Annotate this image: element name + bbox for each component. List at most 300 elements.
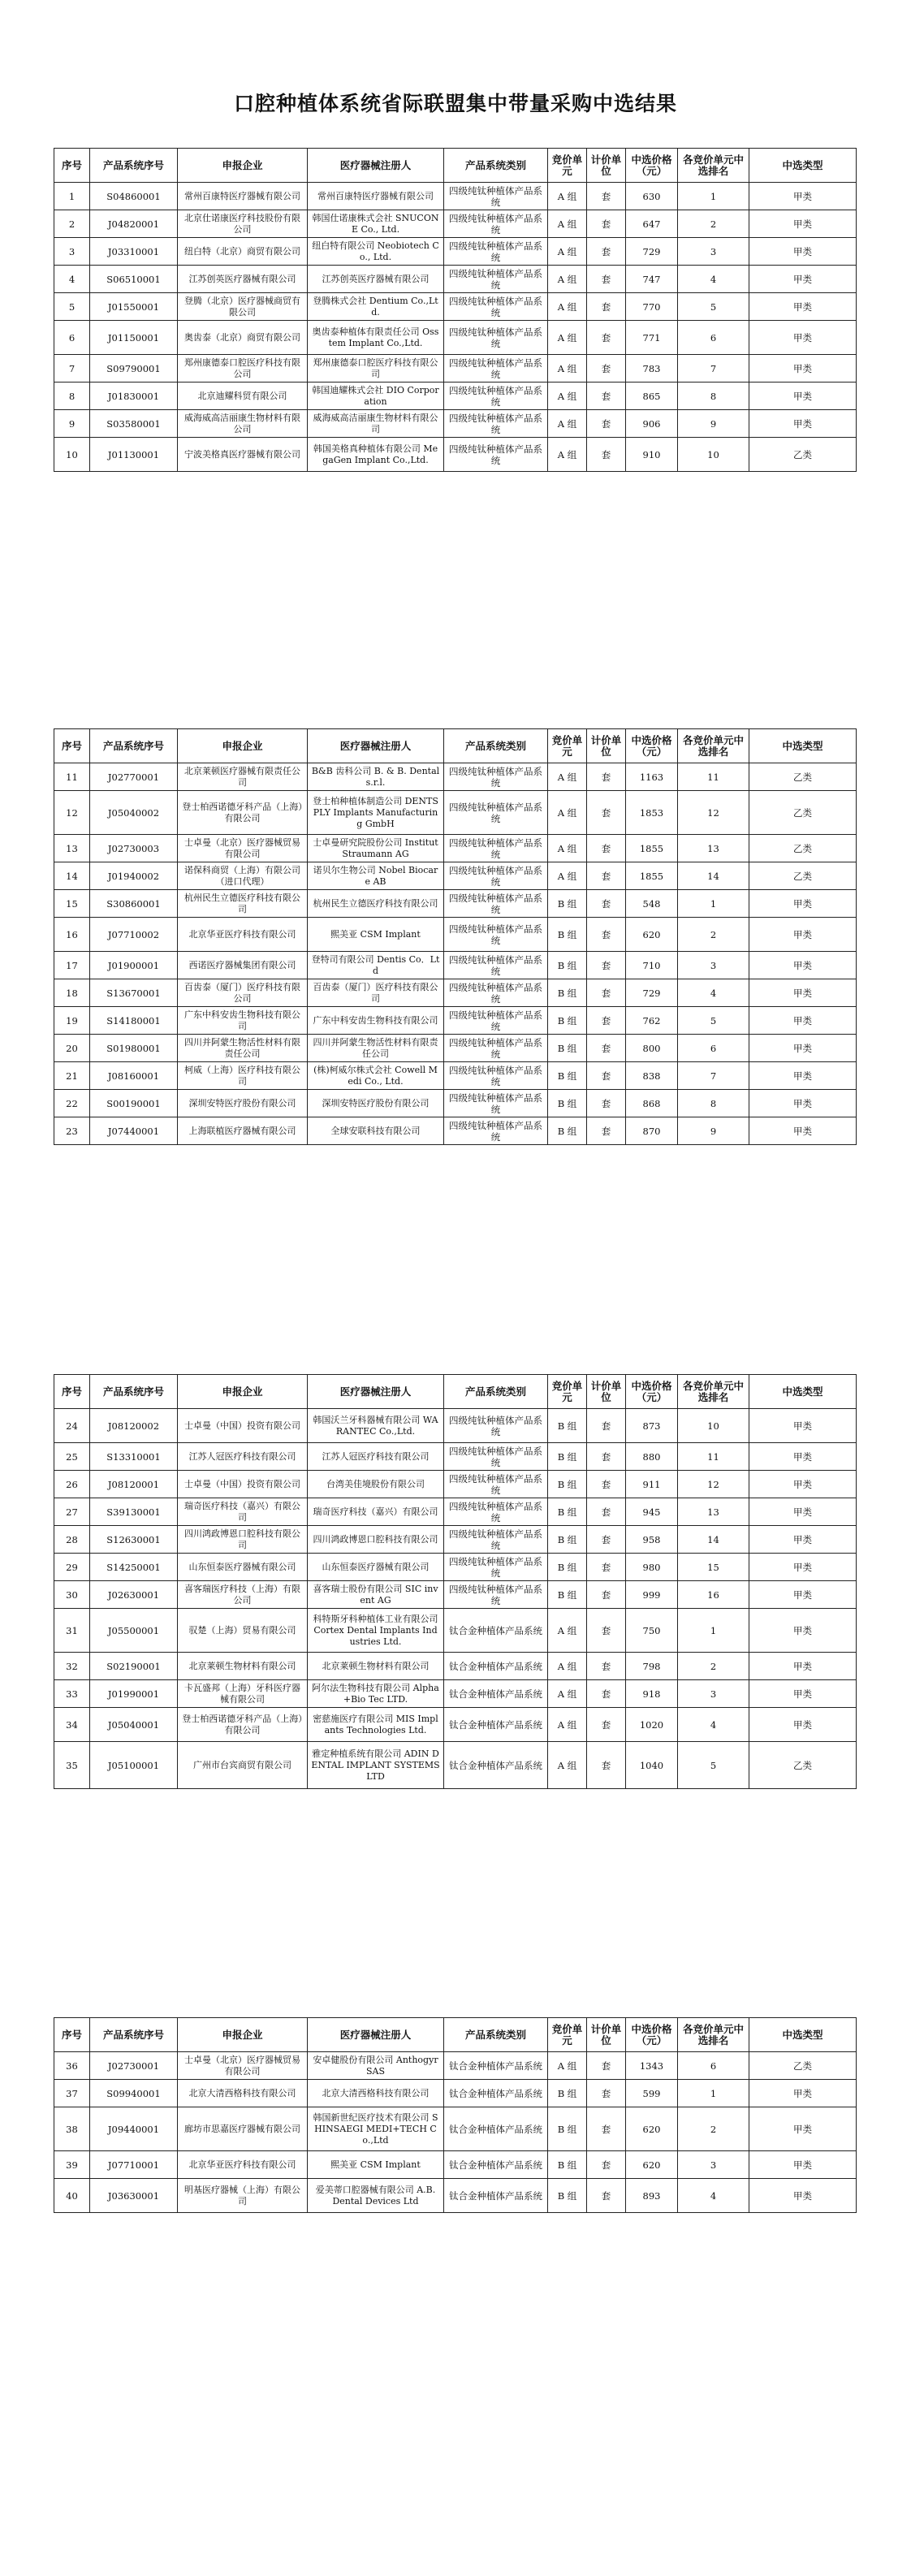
col-category: 四级纯钛种植体产品系统 <box>444 238 548 266</box>
col-pricing-unit: 套 <box>587 1742 626 1789</box>
col-price: 599 <box>626 2080 678 2107</box>
col-seq: 9 <box>54 410 90 438</box>
col-rank: 6 <box>678 1035 749 1062</box>
col-price: 980 <box>626 1554 678 1581</box>
col-registrant: B&B 齿科公司 B. & B. Dental s.r.l. <box>308 763 444 791</box>
col-price: 770 <box>626 293 678 321</box>
table-row <box>54 1007 857 1035</box>
col-rank: 16 <box>678 1581 749 1609</box>
col-pricing-unit: 套 <box>587 763 626 791</box>
col-pricing-unit: 套 <box>587 2080 626 2107</box>
col-seq: 5 <box>54 293 90 321</box>
col-registrant: 山东恒泰医疗器械有限公司 <box>308 1554 444 1581</box>
col-seq: 38 <box>54 2107 90 2151</box>
col-bid-unit: B 组 <box>548 1090 587 1117</box>
col-bid-unit: B 组 <box>548 1471 587 1498</box>
col-price: 750 <box>626 1609 678 1653</box>
col-category: 四级纯钛种植体产品系统 <box>444 266 548 293</box>
table-header-row <box>54 729 857 763</box>
col-bid-unit: B 组 <box>548 1007 587 1035</box>
col-type: 甲类 <box>749 2179 857 2213</box>
col-applicant: 纽白特（北京）商贸有限公司 <box>178 238 308 266</box>
col-type: 甲类 <box>749 1653 857 1680</box>
col-registrant: 瑞奇医疗科技（嘉兴）有限公司 <box>308 1498 444 1526</box>
col-registrant: 北京大清西格科技有限公司 <box>308 2080 444 2107</box>
col-product-code: S12630001 <box>90 1526 178 1554</box>
col-product-code: S14250001 <box>90 1554 178 1581</box>
header-col-price: 中选价格（元） <box>626 729 678 763</box>
col-pricing-unit: 套 <box>587 2179 626 2213</box>
col-product-code: J08160001 <box>90 1062 178 1090</box>
col-product-code: J01900001 <box>90 952 178 979</box>
col-pricing-unit: 套 <box>587 266 626 293</box>
col-rank: 5 <box>678 293 749 321</box>
col-rank: 9 <box>678 1117 749 1145</box>
table-row <box>54 2179 857 2213</box>
col-category: 四级纯钛种植体产品系统 <box>444 321 548 355</box>
header-col-seq: 序号 <box>54 1375 90 1409</box>
col-category: 四级纯钛种植体产品系统 <box>444 918 548 952</box>
col-price: 1853 <box>626 791 678 835</box>
col-pricing-unit: 套 <box>587 210 626 238</box>
col-bid-unit: A 组 <box>548 1742 587 1789</box>
col-type: 乙类 <box>749 2052 857 2080</box>
col-applicant: 喜客瑞医疗科技（上海）有限公司 <box>178 1581 308 1609</box>
col-rank: 13 <box>678 1498 749 1526</box>
header-col-applicant: 申报企业 <box>178 2018 308 2052</box>
col-registrant: 北京莱顿生物材料有限公司 <box>308 1653 444 1680</box>
col-applicant: 明基医疗器械（上海）有限公司 <box>178 2179 308 2213</box>
header-col-product-code: 产品系统序号 <box>90 729 178 763</box>
col-bid-unit: B 组 <box>548 1581 587 1609</box>
col-price: 918 <box>626 1680 678 1708</box>
col-pricing-unit: 套 <box>587 1443 626 1471</box>
col-pricing-unit: 套 <box>587 952 626 979</box>
header-col-rank: 各竞价单元中选排名 <box>678 149 749 183</box>
header-col-bid-unit: 竞价单元 <box>548 729 587 763</box>
col-registrant: 熙美亚 CSM Implant <box>308 918 444 952</box>
col-bid-unit: B 组 <box>548 2080 587 2107</box>
col-seq: 29 <box>54 1554 90 1581</box>
col-type: 甲类 <box>749 238 857 266</box>
table-row <box>54 1554 857 1581</box>
col-bid-unit: A 组 <box>548 210 587 238</box>
col-pricing-unit: 套 <box>587 1062 626 1090</box>
col-seq: 30 <box>54 1581 90 1609</box>
header-col-seq: 序号 <box>54 729 90 763</box>
col-rank: 2 <box>678 210 749 238</box>
col-price: 798 <box>626 1653 678 1680</box>
col-price: 838 <box>626 1062 678 1090</box>
col-pricing-unit: 套 <box>587 1007 626 1035</box>
col-price: 1855 <box>626 835 678 862</box>
col-applicant: 杭州民生立德医疗科技有限公司 <box>178 890 308 918</box>
col-registrant: 喜客瑞士股份有限公司 SIC invent AG <box>308 1581 444 1609</box>
col-pricing-unit: 套 <box>587 1526 626 1554</box>
col-bid-unit: A 组 <box>548 1680 587 1708</box>
header-col-seq: 序号 <box>54 149 90 183</box>
table-row <box>54 1742 857 1789</box>
table-row <box>54 1062 857 1090</box>
header-col-type: 中选类型 <box>749 2018 857 2052</box>
col-applicant: 驭楚（上海）贸易有限公司 <box>178 1609 308 1653</box>
col-bid-unit: B 组 <box>548 1498 587 1526</box>
col-seq: 26 <box>54 1471 90 1498</box>
header-col-category: 产品系统类别 <box>444 729 548 763</box>
col-registrant: 江苏人冠医疗科技有限公司 <box>308 1443 444 1471</box>
header-col-pricing-unit: 计价单位 <box>587 149 626 183</box>
col-category: 四级纯钛种植体产品系统 <box>444 1090 548 1117</box>
col-product-code: J03630001 <box>90 2179 178 2213</box>
col-type: 甲类 <box>749 2080 857 2107</box>
col-category: 四级纯钛种植体产品系统 <box>444 890 548 918</box>
col-product-code: J09440001 <box>90 2107 178 2151</box>
header-col-pricing-unit: 计价单位 <box>587 1375 626 1409</box>
col-pricing-unit: 套 <box>587 1680 626 1708</box>
col-product-code: J03310001 <box>90 238 178 266</box>
col-price: 906 <box>626 410 678 438</box>
col-bid-unit: A 组 <box>548 835 587 862</box>
table-row <box>54 1090 857 1117</box>
col-rank: 11 <box>678 763 749 791</box>
col-product-code: S02190001 <box>90 1653 178 1680</box>
col-applicant: 北京仕诺康医疗科技股份有限公司 <box>178 210 308 238</box>
col-price: 762 <box>626 1007 678 1035</box>
col-pricing-unit: 套 <box>587 183 626 210</box>
col-type: 乙类 <box>749 791 857 835</box>
col-category: 四级纯钛种植体产品系统 <box>444 1035 548 1062</box>
header-col-registrant: 医疗器械注册人 <box>308 2018 444 2052</box>
col-applicant: 登士柏西诺德牙科产品（上海）有限公司 <box>178 1708 308 1742</box>
col-bid-unit: B 组 <box>548 2151 587 2179</box>
col-category: 四级纯钛种植体产品系统 <box>444 183 548 210</box>
col-bid-unit: B 组 <box>548 979 587 1007</box>
col-pricing-unit: 套 <box>587 1035 626 1062</box>
header-col-product-code: 产品系统序号 <box>90 149 178 183</box>
col-type: 甲类 <box>749 1443 857 1471</box>
col-applicant: 北京大清西格科技有限公司 <box>178 2080 308 2107</box>
col-type: 甲类 <box>749 2107 857 2151</box>
col-seq: 15 <box>54 890 90 918</box>
col-seq: 22 <box>54 1090 90 1117</box>
col-category: 四级纯钛种植体产品系统 <box>444 1062 548 1090</box>
col-registrant: 郑州康德泰口腔医疗科技有限公司 <box>308 355 444 383</box>
col-type: 甲类 <box>749 1471 857 1498</box>
col-product-code: S09940001 <box>90 2080 178 2107</box>
header-col-type: 中选类型 <box>749 1375 857 1409</box>
col-price: 958 <box>626 1526 678 1554</box>
col-pricing-unit: 套 <box>587 1708 626 1742</box>
col-bid-unit: A 组 <box>548 763 587 791</box>
col-rank: 4 <box>678 1708 749 1742</box>
col-category: 四级纯钛种植体产品系统 <box>444 1117 548 1145</box>
col-bid-unit: B 组 <box>548 952 587 979</box>
col-product-code: J01150001 <box>90 321 178 355</box>
col-registrant: 科特斯牙科种植体工业有限公司 Cortex Dental Implants Industries Ltd. <box>308 1609 444 1653</box>
col-applicant: 山东恒泰医疗器械有限公司 <box>178 1554 308 1581</box>
col-rank: 15 <box>678 1554 749 1581</box>
table-row <box>54 238 857 266</box>
col-type: 甲类 <box>749 1498 857 1526</box>
col-registrant: 杭州民生立德医疗科技有限公司 <box>308 890 444 918</box>
col-pricing-unit: 套 <box>587 791 626 835</box>
col-seq: 11 <box>54 763 90 791</box>
col-rank: 10 <box>678 1409 749 1443</box>
col-seq: 37 <box>54 2080 90 2107</box>
col-category: 四级纯钛种植体产品系统 <box>444 1526 548 1554</box>
col-rank: 4 <box>678 266 749 293</box>
col-price: 729 <box>626 238 678 266</box>
col-category: 四级纯钛种植体产品系统 <box>444 383 548 410</box>
col-type: 乙类 <box>749 1742 857 1789</box>
col-type: 甲类 <box>749 1680 857 1708</box>
col-applicant: 威海威高洁丽康生物材料有限公司 <box>178 410 308 438</box>
col-price: 911 <box>626 1471 678 1498</box>
col-product-code: J04820001 <box>90 210 178 238</box>
col-product-code: J01990001 <box>90 1680 178 1708</box>
header-col-registrant: 医疗器械注册人 <box>308 149 444 183</box>
col-pricing-unit: 套 <box>587 238 626 266</box>
col-rank: 14 <box>678 862 749 890</box>
col-bid-unit: A 组 <box>548 293 587 321</box>
col-product-code: J02770001 <box>90 763 178 791</box>
col-applicant: 四川鸿政博恩口腔科技有限公司 <box>178 1526 308 1554</box>
col-applicant: 士卓曼（北京）医疗器械贸易有限公司 <box>178 2052 308 2080</box>
col-product-code: S39130001 <box>90 1498 178 1526</box>
col-registrant: 密慈施医疗有限公司 MIS Implants Technologies Ltd. <box>308 1708 444 1742</box>
header-col-rank: 各竞价单元中选排名 <box>678 2018 749 2052</box>
col-registrant: 阿尔法生物科技有限公司 Alpha+Bio Tec LTD. <box>308 1680 444 1708</box>
table-row <box>54 1708 857 1742</box>
col-product-code: S09790001 <box>90 355 178 383</box>
col-applicant: 江苏人冠医疗科技有限公司 <box>178 1443 308 1471</box>
col-price: 1020 <box>626 1708 678 1742</box>
col-bid-unit: A 组 <box>548 2052 587 2080</box>
table-row <box>54 1498 857 1526</box>
col-rank: 5 <box>678 1007 749 1035</box>
col-category: 四级纯钛种植体产品系统 <box>444 410 548 438</box>
col-category: 四级纯钛种植体产品系统 <box>444 1554 548 1581</box>
col-pricing-unit: 套 <box>587 383 626 410</box>
col-category: 四级纯钛种植体产品系统 <box>444 1443 548 1471</box>
col-bid-unit: B 组 <box>548 1526 587 1554</box>
col-seq: 23 <box>54 1117 90 1145</box>
col-seq: 24 <box>54 1409 90 1443</box>
table-row <box>54 1443 857 1471</box>
col-product-code: S13310001 <box>90 1443 178 1471</box>
col-product-code: J01940002 <box>90 862 178 890</box>
col-seq: 21 <box>54 1062 90 1090</box>
table-row <box>54 979 857 1007</box>
col-pricing-unit: 套 <box>587 410 626 438</box>
col-price: 870 <box>626 1117 678 1145</box>
col-bid-unit: B 组 <box>548 1409 587 1443</box>
col-type: 甲类 <box>749 1554 857 1581</box>
col-applicant: 廊坊市思嘉医疗器械有限公司 <box>178 2107 308 2151</box>
col-rank: 8 <box>678 383 749 410</box>
col-product-code: J02630001 <box>90 1581 178 1609</box>
col-registrant: 韩国仕诺康株式会社 SNUCONE Co., Ltd. <box>308 210 444 238</box>
col-category: 四级纯钛种植体产品系统 <box>444 952 548 979</box>
col-price: 1855 <box>626 862 678 890</box>
col-applicant: 百齿泰（厦门）医疗科技有限公司 <box>178 979 308 1007</box>
col-registrant: 韩国迪耀株式会社 DIO Corporation <box>308 383 444 410</box>
col-pricing-unit: 套 <box>587 2107 626 2151</box>
col-product-code: S01980001 <box>90 1035 178 1062</box>
col-bid-unit: A 组 <box>548 1708 587 1742</box>
col-registrant: 常州百康特医疗器械有限公司 <box>308 183 444 210</box>
col-rank: 12 <box>678 1471 749 1498</box>
col-rank: 2 <box>678 918 749 952</box>
table-row <box>54 2080 857 2107</box>
table-row <box>54 1609 857 1653</box>
col-pricing-unit: 套 <box>587 2151 626 2179</box>
col-applicant: 士卓曼（中国）投资有限公司 <box>178 1409 308 1443</box>
col-category: 四级纯钛种植体产品系统 <box>444 1581 548 1609</box>
col-registrant: 登士柏种植体制造公司 DENTSPLY Implants Manufacturing GmbH <box>308 791 444 835</box>
col-bid-unit: B 组 <box>548 1062 587 1090</box>
col-registrant: 纽白特有限公司 Neobiotech Co., Ltd. <box>308 238 444 266</box>
col-applicant: 卡瓦盛邦（上海）牙科医疗器械有限公司 <box>178 1680 308 1708</box>
table-row <box>54 1581 857 1609</box>
col-type: 甲类 <box>749 2151 857 2179</box>
col-seq: 32 <box>54 1653 90 1680</box>
header-col-rank: 各竞价单元中选排名 <box>678 729 749 763</box>
col-applicant: 广州市台宾商贸有限公司 <box>178 1742 308 1789</box>
col-category: 钛合金种植体产品系统 <box>444 2179 548 2213</box>
table-row <box>54 321 857 355</box>
col-pricing-unit: 套 <box>587 979 626 1007</box>
col-price: 783 <box>626 355 678 383</box>
col-type: 甲类 <box>749 183 857 210</box>
col-category: 钛合金种植体产品系统 <box>444 1742 548 1789</box>
header-col-category: 产品系统类别 <box>444 2018 548 2052</box>
col-pricing-unit: 套 <box>587 1409 626 1443</box>
col-applicant: 北京华亚医疗科技有限公司 <box>178 918 308 952</box>
col-rank: 8 <box>678 1090 749 1117</box>
col-price: 910 <box>626 438 678 472</box>
col-price: 620 <box>626 918 678 952</box>
col-rank: 7 <box>678 355 749 383</box>
col-type: 甲类 <box>749 293 857 321</box>
col-seq: 39 <box>54 2151 90 2179</box>
col-category: 钛合金种植体产品系统 <box>444 1653 548 1680</box>
col-price: 620 <box>626 2107 678 2151</box>
col-seq: 40 <box>54 2179 90 2213</box>
col-registrant: 雅定种植系统有限公司 ADIN DENTAL IMPLANT SYSTEMS LTD <box>308 1742 444 1789</box>
col-rank: 9 <box>678 410 749 438</box>
table-header-row <box>54 149 857 183</box>
col-seq: 20 <box>54 1035 90 1062</box>
col-bid-unit: B 组 <box>548 1035 587 1062</box>
col-applicant: 常州百康特医疗器械有限公司 <box>178 183 308 210</box>
col-product-code: J07710001 <box>90 2151 178 2179</box>
col-bid-unit: A 组 <box>548 410 587 438</box>
col-product-code: J05500001 <box>90 1609 178 1653</box>
col-type: 甲类 <box>749 210 857 238</box>
col-price: 893 <box>626 2179 678 2213</box>
col-applicant: 江苏创英医疗器械有限公司 <box>178 266 308 293</box>
col-pricing-unit: 套 <box>587 2052 626 2080</box>
col-rank: 6 <box>678 2052 749 2080</box>
col-product-code: J01550001 <box>90 293 178 321</box>
col-category: 四级纯钛种植体产品系统 <box>444 210 548 238</box>
col-rank: 1 <box>678 2080 749 2107</box>
col-registrant: 韩国美格真种植体有限公司 MegaGen Implant Co.,Ltd. <box>308 438 444 472</box>
col-rank: 6 <box>678 321 749 355</box>
col-seq: 4 <box>54 266 90 293</box>
col-product-code: J05100001 <box>90 1742 178 1789</box>
table-row <box>54 1526 857 1554</box>
col-price: 710 <box>626 952 678 979</box>
col-category: 四级纯钛种植体产品系统 <box>444 1498 548 1526</box>
col-rank: 12 <box>678 791 749 835</box>
col-pricing-unit: 套 <box>587 1554 626 1581</box>
col-applicant: 登腾（北京）医疗器械商贸有限公司 <box>178 293 308 321</box>
col-type: 甲类 <box>749 1062 857 1090</box>
col-applicant: 四川并阿蒙生物活性材料有限责任公司 <box>178 1035 308 1062</box>
col-bid-unit: A 组 <box>548 862 587 890</box>
col-rank: 3 <box>678 952 749 979</box>
col-type: 甲类 <box>749 266 857 293</box>
col-bid-unit: A 组 <box>548 1653 587 1680</box>
col-pricing-unit: 套 <box>587 890 626 918</box>
col-rank: 2 <box>678 2107 749 2151</box>
col-pricing-unit: 套 <box>587 835 626 862</box>
col-price: 771 <box>626 321 678 355</box>
col-product-code: J01130001 <box>90 438 178 472</box>
col-registrant: 韩国新世纪医疗技术有限公司 SHINSAEGI MEDI+TECH Co.,Ltd <box>308 2107 444 2151</box>
table-header-row <box>54 2018 857 2052</box>
header-col-type: 中选类型 <box>749 729 857 763</box>
col-seq: 14 <box>54 862 90 890</box>
col-bid-unit: B 组 <box>548 1443 587 1471</box>
table-row <box>54 1035 857 1062</box>
col-product-code: S00190001 <box>90 1090 178 1117</box>
header-col-applicant: 申报企业 <box>178 729 308 763</box>
col-seq: 34 <box>54 1708 90 1742</box>
col-product-code: J08120002 <box>90 1409 178 1443</box>
col-registrant: 四川鸿政博恩口腔科技有限公司 <box>308 1526 444 1554</box>
col-category: 钛合金种植体产品系统 <box>444 2052 548 2080</box>
table-row <box>54 1653 857 1680</box>
table-row <box>54 2107 857 2151</box>
col-bid-unit: A 组 <box>548 183 587 210</box>
table-row <box>54 862 857 890</box>
col-registrant: 台湾美佳境股份有限公司 <box>308 1471 444 1498</box>
col-bid-unit: A 组 <box>548 321 587 355</box>
col-registrant: 登特司有限公司 Dentis Co．Ltd <box>308 952 444 979</box>
col-pricing-unit: 套 <box>587 1090 626 1117</box>
col-bid-unit: B 组 <box>548 2179 587 2213</box>
col-category: 四级纯钛种植体产品系统 <box>444 979 548 1007</box>
col-category: 四级纯钛种植体产品系统 <box>444 438 548 472</box>
header-col-bid-unit: 竞价单元 <box>548 2018 587 2052</box>
table-row <box>54 2052 857 2080</box>
col-type: 乙类 <box>749 862 857 890</box>
col-rank: 3 <box>678 1680 749 1708</box>
col-applicant: 宁波美格真医疗器械有限公司 <box>178 438 308 472</box>
col-registrant: 熙美亚 CSM Implant <box>308 2151 444 2179</box>
col-pricing-unit: 套 <box>587 918 626 952</box>
col-bid-unit: B 组 <box>548 918 587 952</box>
col-price: 868 <box>626 1090 678 1117</box>
col-product-code: J05040001 <box>90 1708 178 1742</box>
col-applicant: 北京迪耀科贸有限公司 <box>178 383 308 410</box>
col-type: 甲类 <box>749 1708 857 1742</box>
col-pricing-unit: 套 <box>587 321 626 355</box>
table-row <box>54 763 857 791</box>
